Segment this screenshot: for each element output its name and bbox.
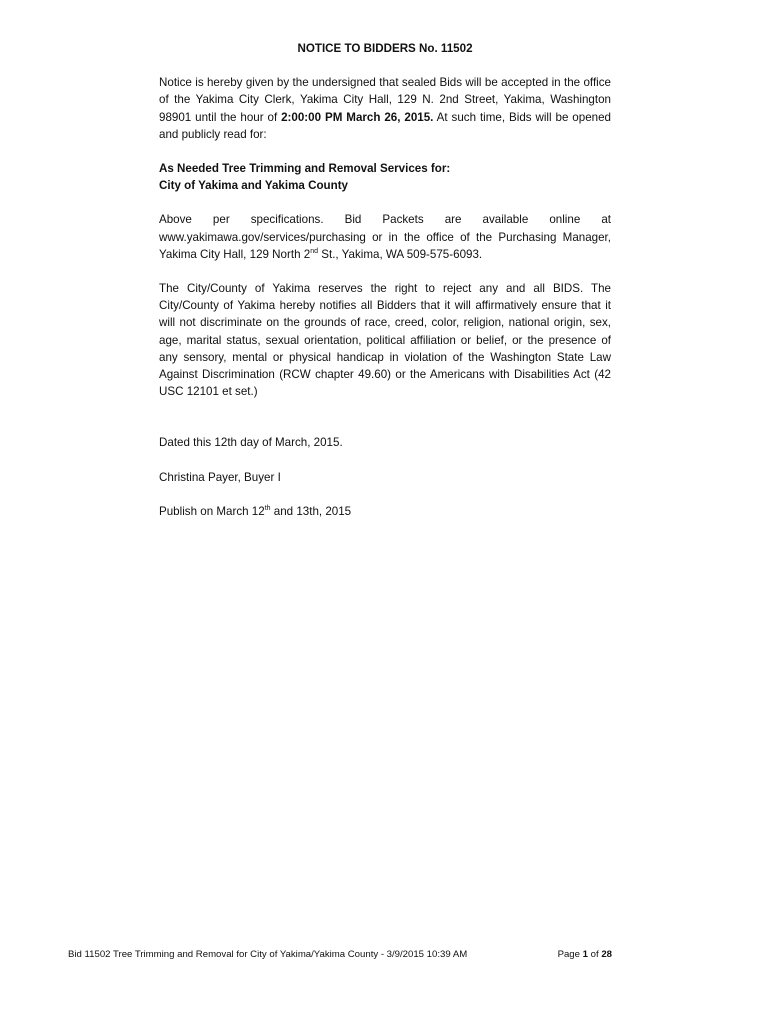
paragraph-bid-acceptance-end: At such time, Bids will be opened and publicly read for: [159,110,611,141]
publish-superscript: th [264,505,271,512]
notice-body [159,40,611,537]
page-total: 28 [601,949,612,960]
paragraph-specifications [159,211,611,263]
signer-line: Christina Payer, Buyer I [159,470,281,484]
publish-line-start: Publish on March 12 [159,504,265,518]
page-number [558,949,612,960]
dated-line: Dated this 12th day of March, 2015. [159,436,343,450]
ordinal-superscript: nd [310,247,319,255]
paragraph-bid-acceptance-start: Notice is hereby given by the undersigned that sealed Bids will be accepted in the office of the Yakima City Clerk, Yakima City Hall, 129 N. 2nd Street, Yakima, Washington 98901 until the hour of [159,76,611,124]
deadline-text: 2:00:00 PM March 26, 2015. [281,110,434,124]
project-heading [159,160,611,194]
publish-line [159,503,611,520]
paragraph-nondiscrimination: The City/County of Yakima reserves the right to reject any and all BIDS. The City/County of Yakima hereby notifies all Bidders that it will affirmatively ensure that it will not discriminate on the grounds of race, creed, color, religion, national origin, sex, age, marital status, sexual orientation, political affiliation or belief, or the presence of any sensory, mental or physical handicap in violation of the Washington State Law Against Discrimination (RCW chapter 49.60) or the Americans with Disabilities Act (42 USC 12101 et set.) [159,282,611,399]
page-label: Page [557,949,583,960]
page-current: 1 [582,949,588,960]
spacer [159,417,611,434]
project-heading-line2: City of Yakima and Yakima County [159,179,349,193]
project-heading-line1: As Needed Tree Trimming and Removal Services for: [159,162,451,176]
notice-title: NOTICE TO BIDDERS No. 11502 [297,42,473,55]
page-of: of [587,949,602,960]
footer-description: Bid 11502 Tree Trimming and Removal for City of Yakima/Yakima County - 3/9/2015 10:39 AM [68,949,468,960]
paragraph-bid-acceptance [159,74,611,143]
paragraph-specifications-start: Above per specifications. Bid Packets are available online at www.yakimawa.gov/services/purchasing or in the office of the Purchasing Manager, Yakima City Hall, 129 North 2 [159,213,611,261]
publish-line-end: and 13th, 2015 [270,504,352,518]
paragraph-specifications-end: St., Yakima, WA 509-575-6093. [318,247,483,261]
